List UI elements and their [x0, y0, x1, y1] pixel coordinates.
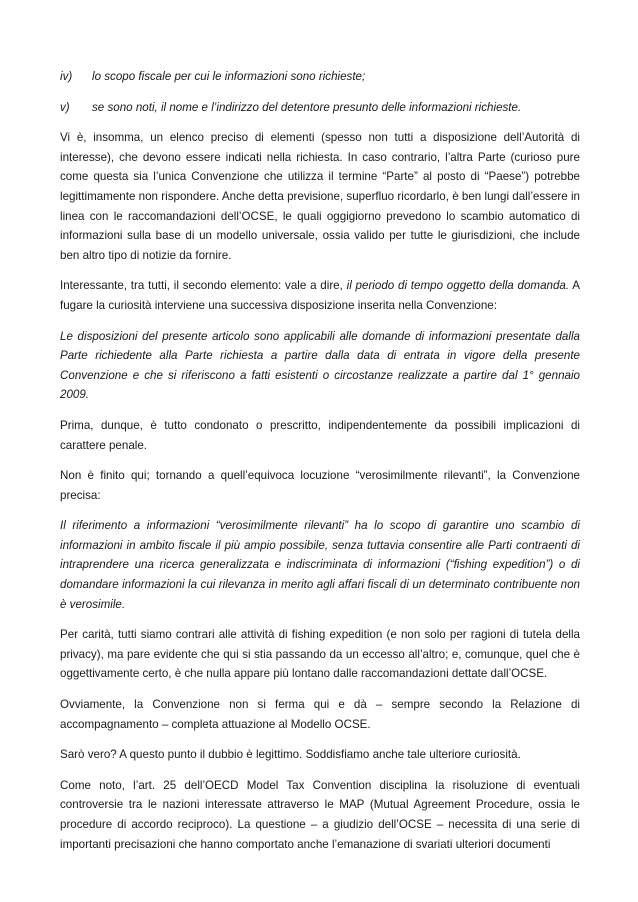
list-marker: v)	[60, 100, 70, 114]
list-marker: iv)	[60, 70, 73, 83]
list-text: lo scopo fiscale per cui le informazioni sono richieste;	[92, 70, 366, 83]
list-text: se sono noti, il nome e l’indirizzo del detentore presunto delle informazioni richieste.	[92, 100, 522, 114]
paragraph-text: A fugare la curiosità interviene una successiva disposizione inserita nella Convenzione:	[60, 279, 580, 312]
paragraph-non-finito: Non è finito qui; tornando a quell’equivoca locuzione “verosimilmente rilevanti”, la Convenzione precisa:	[60, 469, 580, 502]
quote-disposizioni: Le disposizioni del presente articolo sono applicabili alle domande di informazioni presentate dalla Parte richiedente alla Parte richiesta a partire dalla data di entrata in vigore della presente Convenzione e che si riferiscono a fatti esistenti o circostanze realizzate a partire dal 1° gennaio 2009.	[60, 329, 580, 402]
paragraph-ovviamente: Ovviamente, la Convenzione non si ferma qui e dà – sempre secondo la Relazione di accompagnamento – completa attuazione al Modello OCSE.	[60, 698, 580, 731]
quote-riferimento: Il riferimento a informazioni “verosimilmente rilevanti” ha lo scopo di garantire uno scambio di informazioni in ambito fiscale il più ampio possibile, senza tuttavia consentire alle Parti contraenti di intraprendere una ricerca generalizzata e indiscriminata di informazioni (“fishing expedition”) o di domandare informazioni la cui rilevanza in merito agli affari fiscali di un determinato contribuente non è verosimile.	[60, 519, 580, 611]
paragraph-art-25: Come noto, l’art. 25 dell’OECD Model Tax Convention disciplina la risoluzione di eventuali controversie tra le nazioni interessate attraverso le MAP (Mutual Agreement Procedure, ossia le procedure di accordo reciproco). La questione – a giudizio dell’OCSE – necessita di una serie di importanti precisazioni che hanno comportato anche l’emanazione di svariati ulteriori documenti	[60, 778, 580, 851]
emphasis-text: il periodo di tempo oggetto della domanda.	[346, 279, 570, 293]
paragraph-saro-vero: Sarò vero? A questo punto il dubbio è legittimo. Soddisfiamo anche tale ulteriore curiosità.	[60, 748, 521, 762]
list-item-v	[60, 98, 580, 118]
paragraph-text: Interessante, tra tutti, il secondo elemento: vale a dire,	[60, 279, 347, 293]
paragraph-elenco: Vi è, insomma, un elenco preciso di elementi (spesso non tutti a disposizione dell’Autorità di interesse), che devono essere indicati nella richiesta. In caso contrario, l’altra Parte (curioso pure come questa sia l’unica Convenzione che utilizza il termine “Parte” al posto di “Paese”) potrebbe legittimamente non rispondere. Anche detta previsione, superfluo ricordarlo, è ben lungi dall’essere in linea con le raccomandazioni dell’OCSE, le quali oggigiorno prevedono lo scambio automatico di informazioni sulla base di un modello universale, ossia valido per tutte le giurisdizioni, che include ben altro tipo di notizie da fornire.	[60, 131, 580, 262]
paragraph-condonato: Prima, dunque, è tutto condonato o prescritto, indipendentemente da possibili implicazioni di carattere penale.	[60, 418, 580, 452]
list-item-iv	[60, 67, 580, 87]
paragraph-secondo-elemento	[60, 276, 580, 315]
paragraph-fishing: Per carità, tutti siamo contrari alle attività di fishing expedition (e non solo per ragioni di tutela della privacy), ma pare evidente che qui si stia passando da un eccesso all’altro; e, comunque, quel che è oggettivamente certo, è che nulla appare più lontano dalle raccomandazioni dettate dall’OCSE.	[60, 628, 580, 681]
